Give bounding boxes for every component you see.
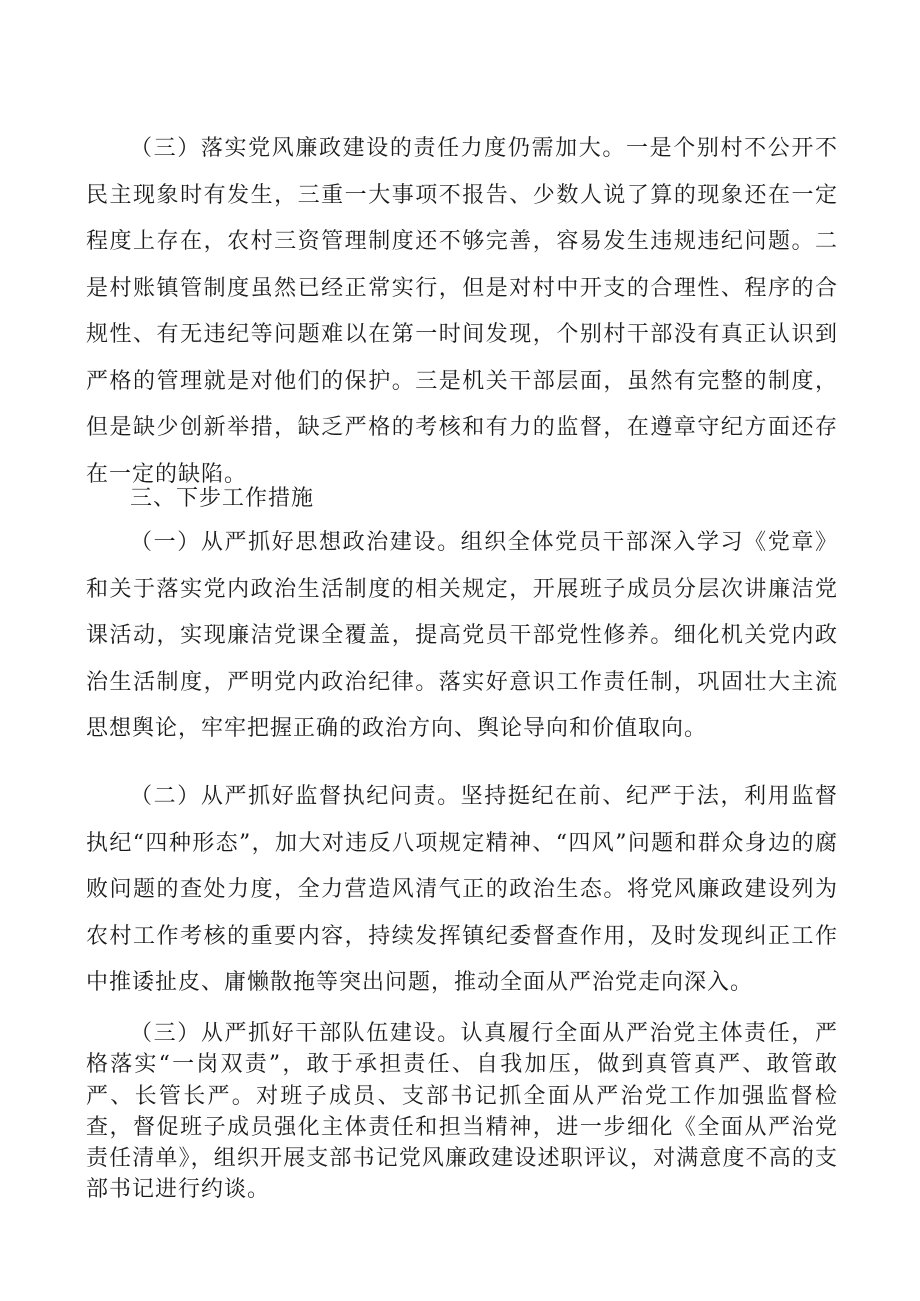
paragraph-supervision-discipline: （二）从严抓好监督执纪问责。坚持挺纪在前、纪严于法，利用监督执纪“四种形态”，加大对违反八项规定精神、“四风”问题和群众身边的腐败问题的查处力度，全力营造风清气正的政治生态。将党风廉政建设列为农村工作考核的重要内容，持续发挥镇纪委督查作用，及时发现纠正工作中推诿扯皮、庸懒散拖等突出问题，推动全面从严治党走向深入。 [86, 784, 838, 995]
paragraph-political-building: （一）从严抓好思想政治建设。组织全体党员干部深入学习《党章》和关于落实党内政治生活制度的相关规定，开展班子成员分层次讲廉洁党课活动，实现廉洁党课全覆盖，提高党员干部党性修养。细化机关党内政治生活制度，严明党内政治纪律。落实好意识工作责任制，巩固壮大主流思想舆论，牢牢把握正确的政治方向、舆论导向和价值取向。 [86, 530, 838, 741]
section-heading-next-steps: 三、下步工作措施 [130, 486, 315, 511]
paragraph-cadre-building: （三）从严抓好干部队伍建设。认真履行全面从严治党主体责任，严格落实“一岗双责”，敢于承担责任、自我加压，做到真管真严、敢管敢严、长管长严。对班子成员、支部书记抓全面从严治党工作加强监督检查，督促班子成员强化主体责任和担当精神，进一步细化《全面从严治党责任清单》，组织开展支部书记党风廉政建设述职评议，对满意度不高的支部书记进行约谈。 [86, 1021, 838, 1203]
paragraph-responsibility-issues: （三）落实党风廉政建设的责任力度仍需加大。一是个别村不公开不民主现象时有发生，三重一大事项不报告、少数人说了算的现象还在一定程度上存在，农村三资管理制度还不够完善，容易发生违规违纪问题。二是村账镇管制度虽然已经正常实行，但是对村中开支的合理性、程序的合规性、有无违纪等问题难以在第一时间发现，个别村干部没有真正认识到严格的管理就是对他们的保护。三是机关干部层面，虽然有完整的制度，但是缺少创新举措，缺乏严格的考核和有力的监督，在遵章守纪方面还存在一定的缺陷。 [86, 136, 838, 487]
